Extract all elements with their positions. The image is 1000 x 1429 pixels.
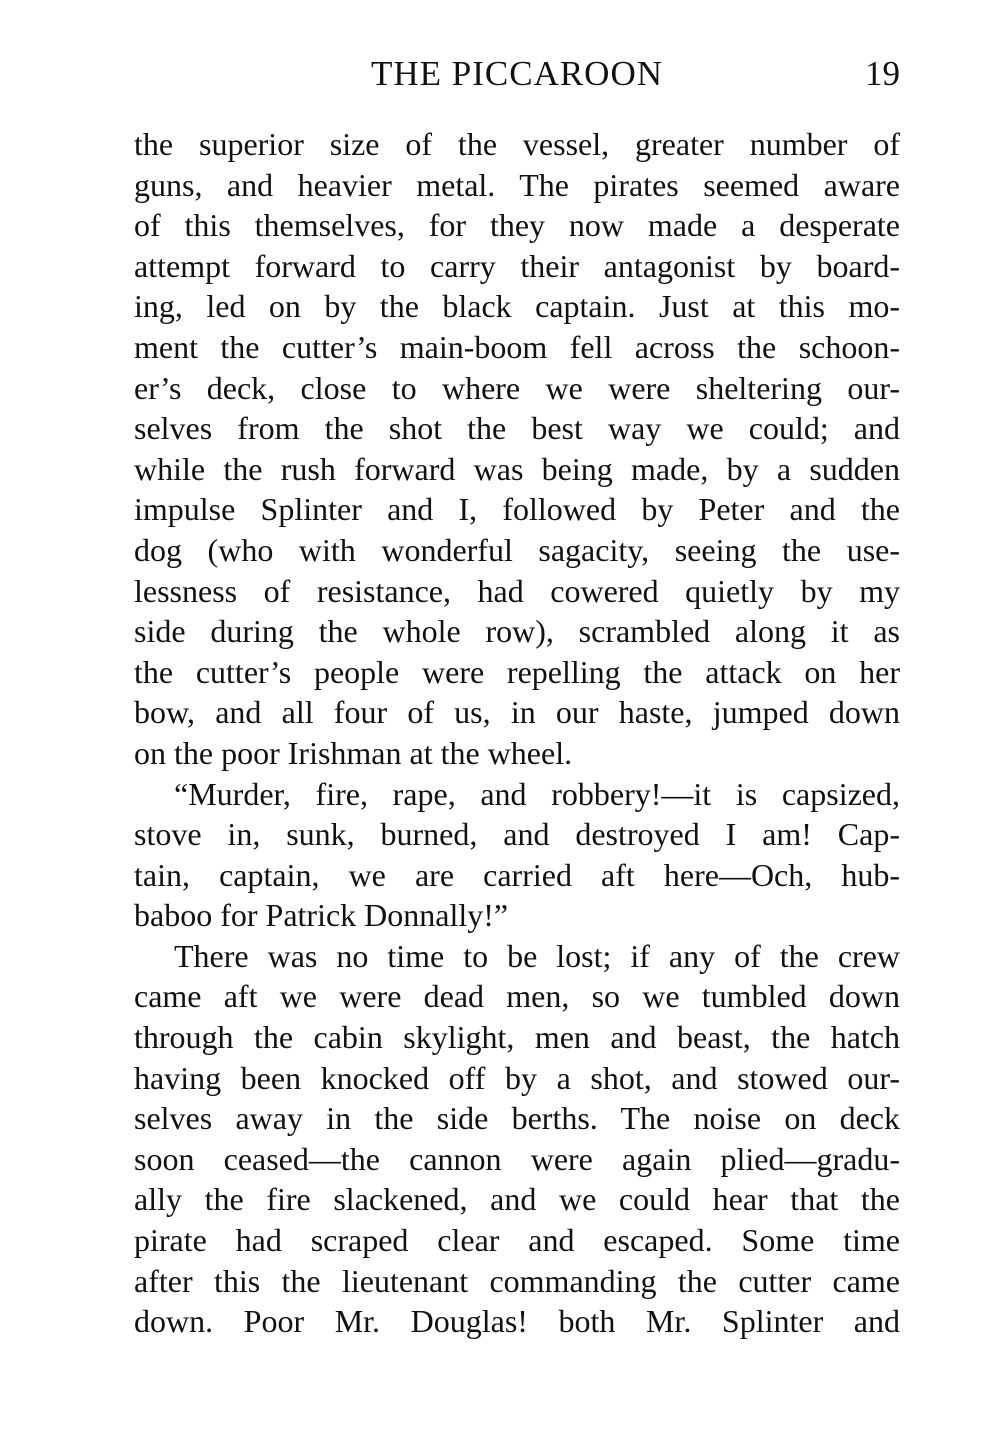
text-line: lessness of resistance, had cowered quietly by my [134, 572, 900, 609]
text-line: soon ceased—the cannon were again plied—gradu- [134, 1140, 900, 1177]
text-line: er’s deck, close to where we were sheltering our- [134, 369, 900, 406]
text-line: dog (who with wonderful sagacity, seeing the use- [134, 531, 900, 568]
text-line: came aft we were dead men, so we tumbled down [134, 978, 900, 1015]
text-line: guns, and heavier metal. The pirates seemed aware [134, 166, 900, 203]
text-line: the superior size of the vessel, greater number of [134, 126, 900, 162]
text-line: bow, and all four of us, in our haste, jumped down [134, 694, 900, 731]
body-text [134, 124, 900, 1342]
text-line: down. Poor Mr. Douglas! both Mr. Splinter and [134, 1303, 900, 1340]
text-line: attempt forward to carry their antagonist by board- [134, 247, 900, 284]
text-line: impulse Splinter and I, followed by Peter and the [134, 491, 900, 528]
page-number: 19 [865, 54, 900, 93]
text-line: of this themselves, for they now made a desperate [134, 207, 900, 244]
text-line: baboo for Patrick Donnally!” [134, 897, 509, 934]
text-line: pirate had scraped clear and escaped. Some time [134, 1222, 900, 1259]
text-line: on the poor Irishman at the wheel. [134, 734, 573, 771]
text-line: stove in, sunk, burned, and destroyed I am! Cap- [134, 816, 900, 853]
text-line: after this the lieutenant commanding the cutter came [134, 1262, 900, 1299]
text-line: ing, led on by the black captain. Just at this mo- [134, 288, 900, 325]
page-header [134, 52, 900, 96]
text-line: ment the cutter’s main-boom fell across the schoon- [134, 328, 900, 365]
text-line: selves from the shot the best way we could; and [134, 410, 900, 447]
running-title: THE PICCAROON [370, 54, 664, 93]
text-line: selves away in the side berths. The noise on deck [134, 1100, 900, 1137]
text-line: while the rush forward was being made, by a sudden [134, 450, 900, 487]
text-line: tain, captain, we are carried aft here—Och, hub- [134, 856, 900, 893]
text-line: There was no time to be lost; if any of the crew [174, 937, 900, 974]
text-line: side during the whole row), scrambled along it as [134, 613, 900, 650]
text-line: the cutter’s people were repelling the attack on her [134, 653, 900, 690]
text-line: ally the fire slackened, and we could hear that the [134, 1181, 900, 1218]
text-line: “Murder, fire, rape, and robbery!—it is capsized, [174, 775, 900, 812]
text-line: having been knocked off by a shot, and stowed our- [134, 1059, 900, 1096]
text-line: through the cabin skylight, men and beast, the hatch [134, 1019, 900, 1056]
